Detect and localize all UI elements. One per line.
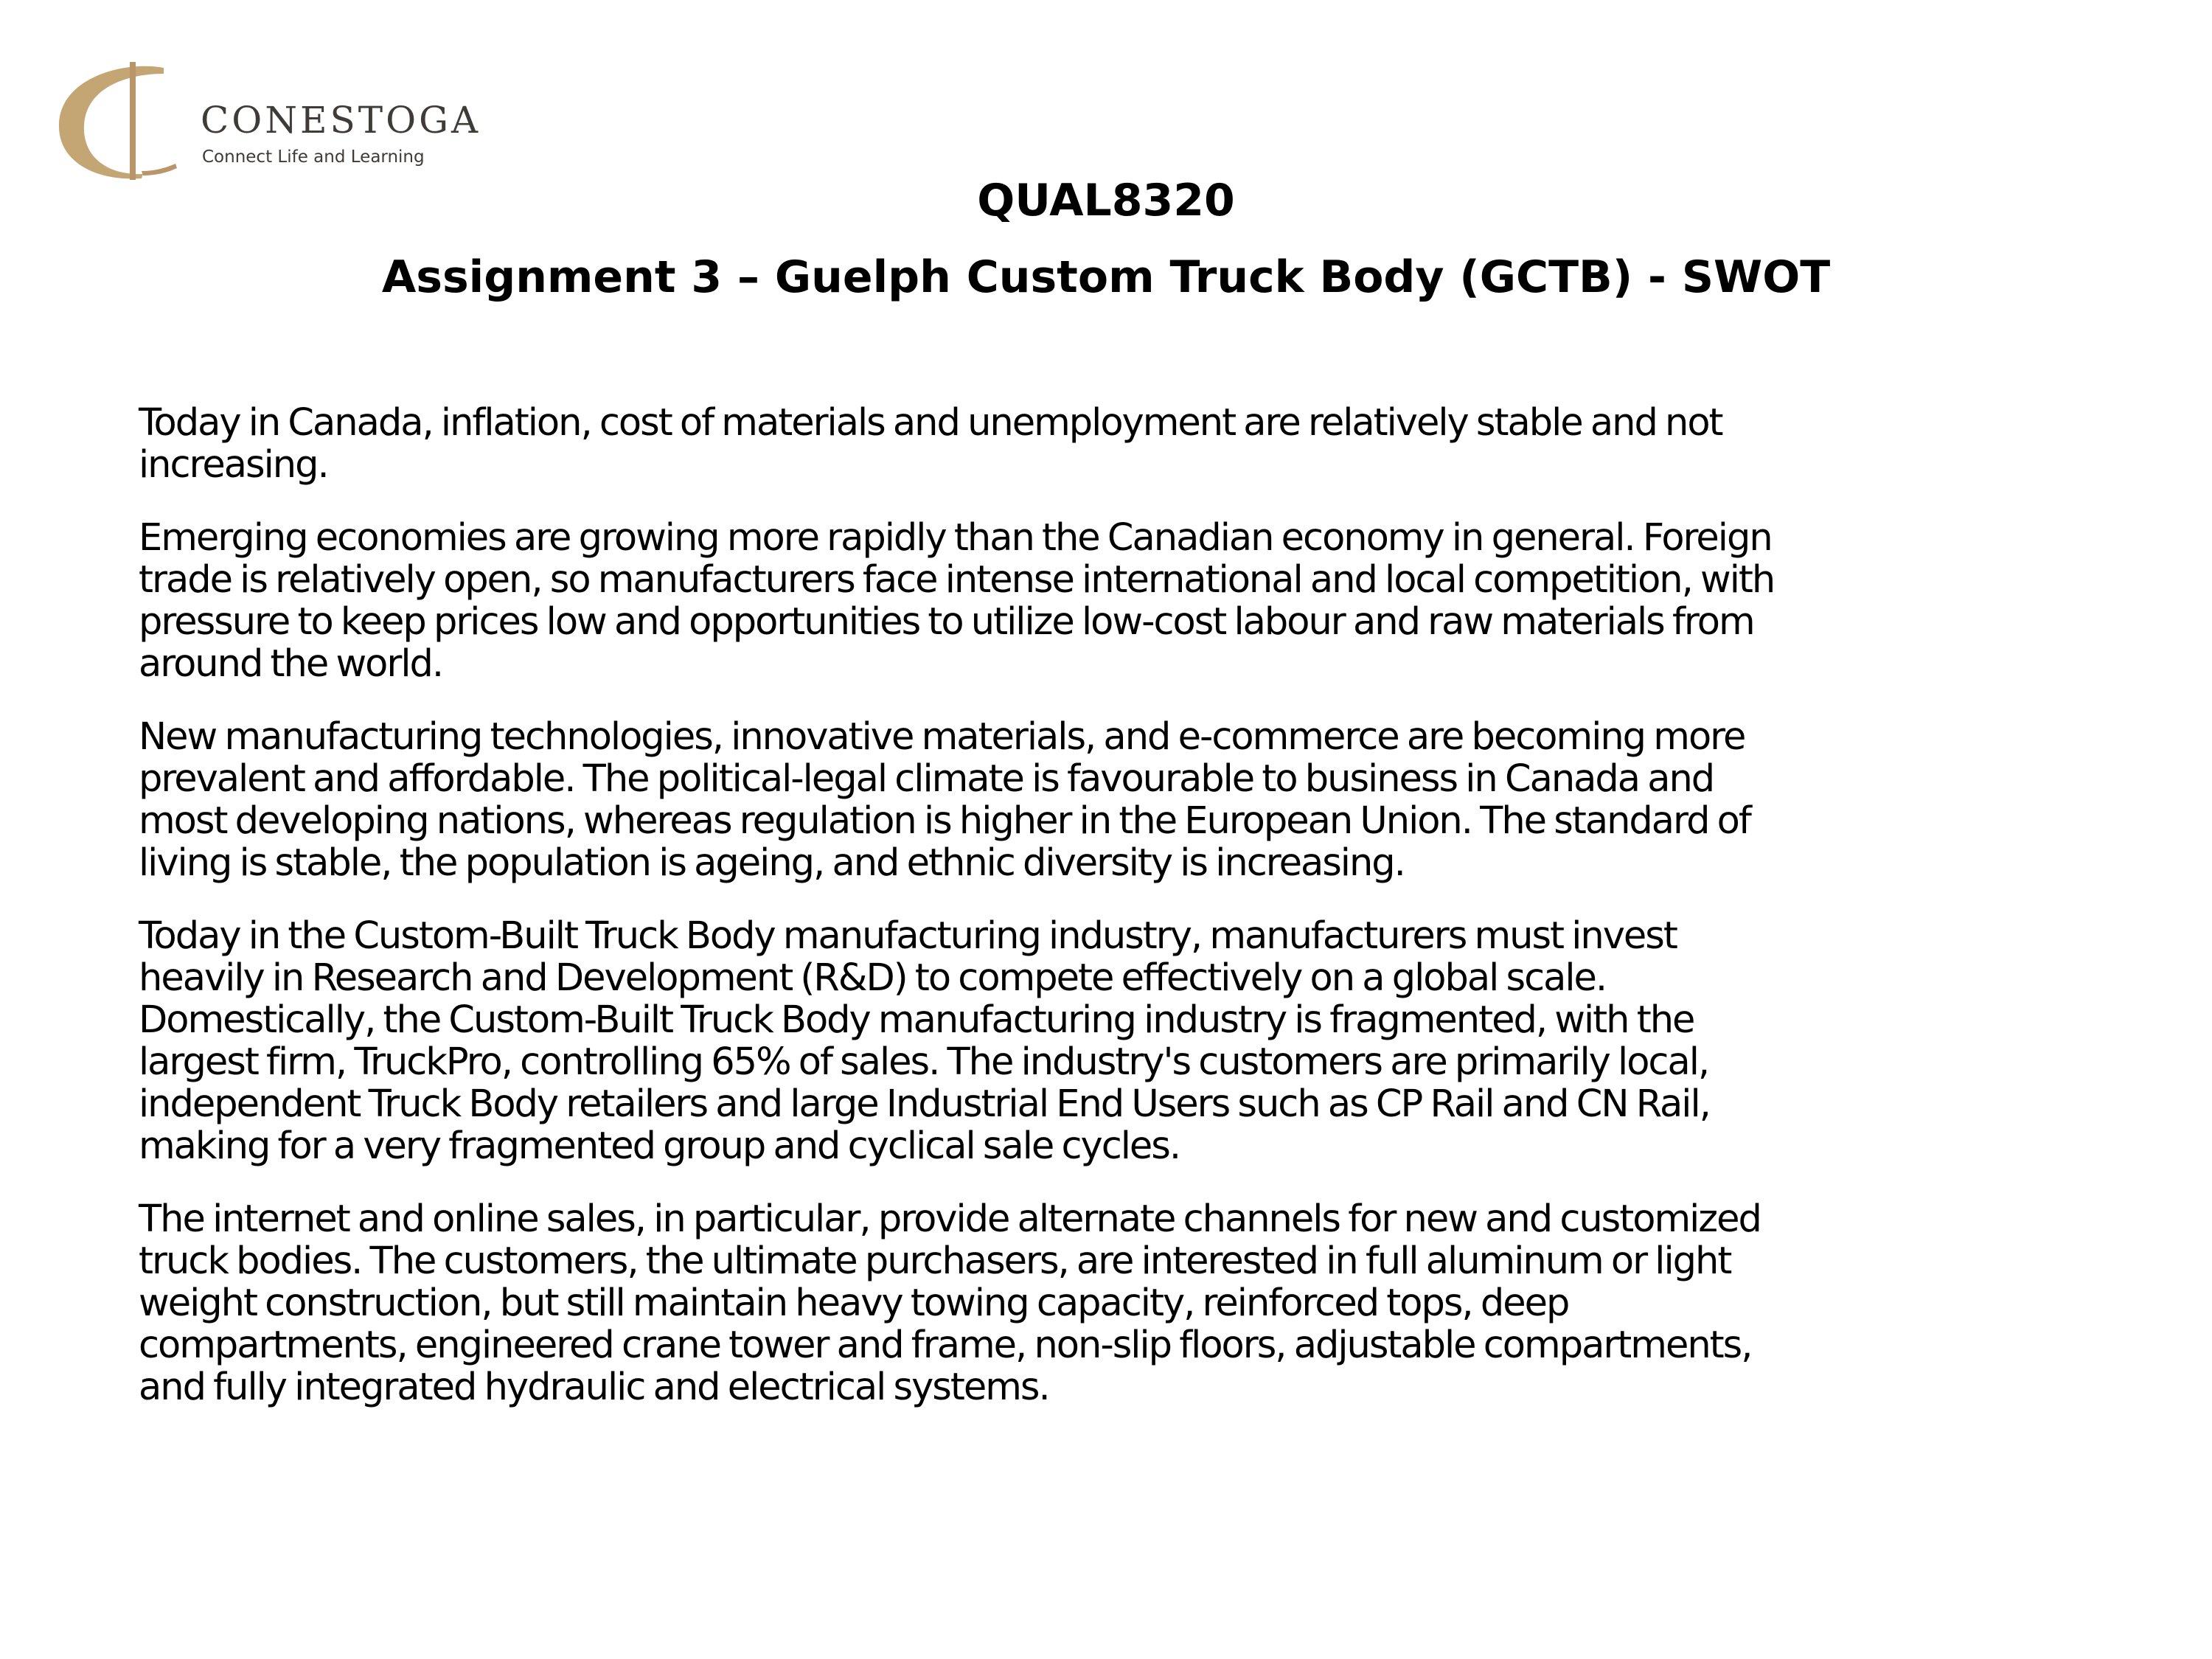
document-title: Assignment 3 – Guelph Custom Truck Body (GCTB) - SWOT — [381, 251, 1831, 303]
text-line: pressure to keep prices low and opportunities to utilize low-cost labour and raw materials from — [139, 600, 1754, 644]
text-line: Today in Canada, inflation, cost of materials and unemployment are relatively stable and not — [139, 401, 1722, 445]
text-line: The internet and online sales, in particular, provide alternate channels for new and customized — [139, 1197, 1761, 1241]
text-line: and fully integrated hydraulic and electrical systems. — [139, 1366, 1049, 1409]
paragraph-5 — [139, 1198, 2085, 1408]
paragraph-3 — [139, 716, 2085, 884]
document-body — [139, 402, 2085, 1439]
text-line: compartments, engineered crane tower and frame, non-slip floors, adjustable compartments, — [139, 1324, 1752, 1367]
conestoga-logo — [53, 58, 495, 190]
conestoga-c-logo-icon — [53, 58, 178, 184]
text-line: Today in the Custom-Built Truck Body manufacturing industry, manufacturers must invest — [139, 914, 1677, 958]
logo-tagline: Connect Life and Learning — [202, 147, 425, 167]
text-line: independent Truck Body retailers and large Industrial End Users such as CP Rail and CN Rail, — [139, 1082, 1710, 1126]
text-line: making for a very fragmented group and cyclical sale cycles. — [139, 1124, 1180, 1168]
paragraph-2 — [139, 517, 2085, 685]
text-line: increasing. — [139, 443, 328, 487]
logo-name: CONESTOGA — [201, 99, 481, 142]
paragraph-1 — [139, 402, 2085, 486]
course-code: QUAL8320 — [977, 175, 1235, 226]
text-line: prevalent and affordable. The political-legal climate is favourable to business in Canada and — [139, 757, 1714, 801]
text-line: around the world. — [139, 642, 443, 686]
paragraph-4 — [139, 915, 2085, 1167]
text-line: living is stable, the population is ageing, and ethnic diversity is increasing. — [139, 841, 1405, 885]
text-line: New manufacturing technologies, innovative materials, and e-commerce are becoming more — [139, 715, 1745, 759]
text-line: Domestically, the Custom-Built Truck Body manufacturing industry is fragmented, with the — [139, 998, 1694, 1042]
text-line: most developing nations, whereas regulation is higher in the European Union. The standard of — [139, 799, 1750, 843]
text-line: heavily in Research and Development (R&D) to compete effectively on a global scale. — [139, 956, 1607, 1000]
text-line: Emerging economies are growing more rapidly than the Canadian economy in general. Foreign — [139, 516, 1772, 560]
text-line: largest firm, TruckPro, controlling 65% of sales. The industry's customers are primarily local, — [139, 1040, 1709, 1084]
text-line: trade is relatively open, so manufacturers face intense international and local competition, with — [139, 558, 1775, 602]
text-line: weight construction, but still maintain heavy towing capacity, reinforced tops, deep — [139, 1281, 1569, 1325]
text-line: truck bodies. The customers, the ultimate purchasers, are interested in full aluminum or light — [139, 1239, 1731, 1283]
